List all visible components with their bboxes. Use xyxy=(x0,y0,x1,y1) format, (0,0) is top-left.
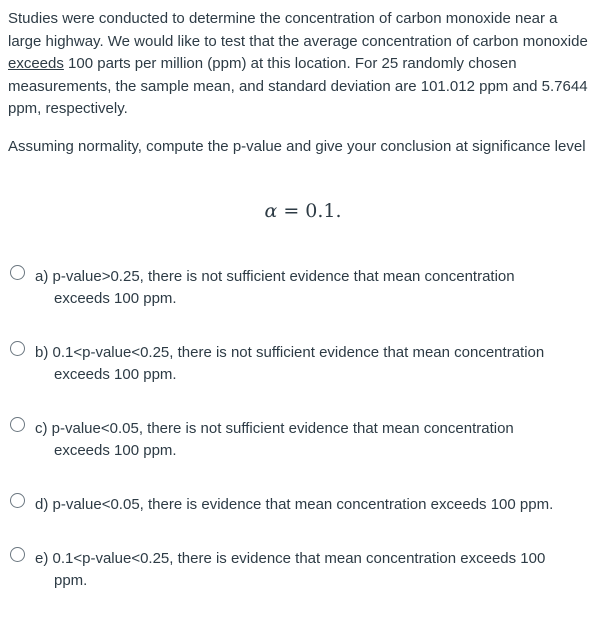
radio-button-icon[interactable] xyxy=(10,417,25,432)
option-label[interactable] xyxy=(35,266,580,310)
option-line-1: b) 0.1<p-value<0.25, there is not sufficient evidence that mean concentration xyxy=(35,344,545,361)
option-line-2: exceeds 100 ppm. xyxy=(54,442,177,459)
option-line-2: ppm. xyxy=(54,572,88,589)
option-line-1: e) 0.1<p-value<0.25, there is evidence that mean concentration exceeds 100 xyxy=(35,550,546,567)
option-label[interactable] xyxy=(35,494,580,516)
option-line-1: c) p-value<0.05, there is not sufficient evidence that mean concentration xyxy=(35,420,514,437)
option-line-2: exceeds 100 ppm. xyxy=(54,290,177,307)
alpha-symbol: α xyxy=(264,200,278,222)
question-text xyxy=(8,8,588,158)
option-e[interactable] xyxy=(10,544,580,620)
question-text-part: Studies were conducted to determine the concentration of carbon monoxide near a large highway. We would like to test that the average concentration of carbon monoxide xyxy=(8,10,588,50)
significance-formula xyxy=(0,200,606,222)
question-paragraph-1 xyxy=(8,8,588,121)
alpha-value: = 0.1. xyxy=(277,200,342,222)
underlined-word: exceeds xyxy=(8,55,64,72)
radio-button-icon[interactable] xyxy=(10,265,25,280)
option-label[interactable] xyxy=(35,342,580,386)
option-label[interactable] xyxy=(35,548,580,592)
question-paragraph-2: Assuming normality, compute the p-value and give your conclusion at significance level xyxy=(8,137,586,155)
option-line-2: exceeds 100 ppm. xyxy=(54,366,177,383)
answer-options xyxy=(10,262,580,620)
option-a[interactable] xyxy=(10,262,580,338)
option-line-1: a) p-value>0.25, there is not sufficient evidence that mean concentration xyxy=(35,268,515,285)
radio-button-icon[interactable] xyxy=(10,341,25,356)
radio-button-icon[interactable] xyxy=(10,547,25,562)
option-d[interactable] xyxy=(10,490,580,544)
option-c[interactable] xyxy=(10,414,580,490)
option-b[interactable] xyxy=(10,338,580,414)
radio-button-icon[interactable] xyxy=(10,493,25,508)
question-text-part: 100 parts per million (ppm) at this location. For 25 randomly chosen measurements, the sample mean, and standard deviation are 101.012 ppm and 5.7644 ppm, respectively. xyxy=(8,55,588,117)
option-line-1: d) p-value<0.05, there is evidence that mean concentration exceeds 100 ppm. xyxy=(35,496,554,513)
option-label[interactable] xyxy=(35,418,580,462)
